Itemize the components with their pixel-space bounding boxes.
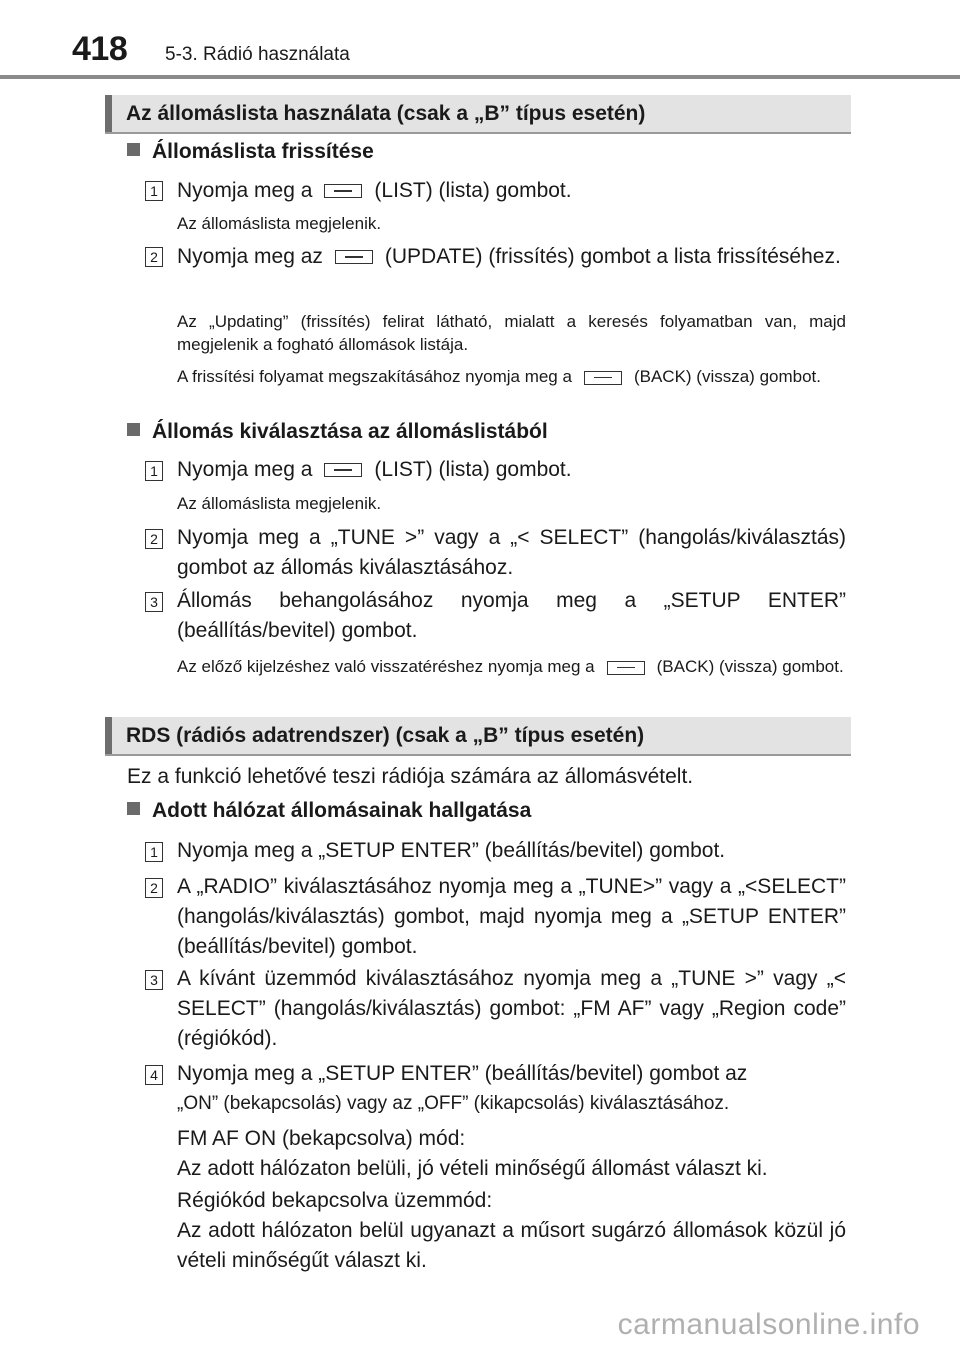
step-text: Nyomja meg a (LIST) (lista) gombot. xyxy=(177,179,572,202)
subheading-network-stations: Adott hálózat állomásainak hallgatása xyxy=(127,799,531,823)
page-header xyxy=(0,0,960,78)
watermark: carmanualsonline.info xyxy=(617,1308,920,1341)
section-intro: Ez a funkció lehetővé teszi rádiója számára az állomásvételt. xyxy=(127,765,694,788)
step-text: Nyomja meg a (LIST) (lista) gombot. xyxy=(177,458,572,481)
list-button-icon xyxy=(324,463,362,477)
step-number: 1 xyxy=(145,181,163,201)
step-text: A kívánt üzemmód kiválasztásához nyomja meg a „TUNE >” vagy „< SELECT” (hangolás/kiválasztás) gombot: „FM AF” vagy „Region code” (régiókód). xyxy=(177,967,846,1050)
step-text: Állomás behangolásához nyomja meg a „SETUP ENTER” (beállítás/bevitel) gombot. xyxy=(177,589,846,642)
step-text: Nyomja meg a „SETUP ENTER” (beállítás/bevitel) gombot az xyxy=(177,1062,748,1085)
step-text: „ON” (bekapcsolás) vagy az „OFF” (kikapcsolás) kiválasztásához. xyxy=(177,1093,730,1114)
step-number: 2 xyxy=(145,878,163,898)
mode-label: Régiókód bekapcsolva üzemmód: xyxy=(177,1189,493,1212)
back-button-icon xyxy=(584,371,622,385)
step-text: A „RADIO” kiválasztásához nyomja meg a „TUNE>” vagy a „<SELECT” (hangolás/kiválasztás) gombot, majd nyomja meg a „SETUP ENTER” (beállítás/bevitel) gombot. xyxy=(177,875,846,958)
back-button-icon xyxy=(607,661,645,675)
step-note: Az „Updating” (frissítés) felirat látható, mialatt a keresés folyamatban van, majd megjelenik a fogható állomások listája. xyxy=(177,312,846,354)
step-note: Az állomáslista megjelenik. xyxy=(177,214,382,233)
header-rule xyxy=(0,75,960,79)
step-text: Nyomja meg a „SETUP ENTER” (beállítás/bevitel) gombot. xyxy=(177,839,726,862)
bullet-square-icon xyxy=(127,423,140,436)
step-text: Nyomja meg az (UPDATE) (frissítés) gombot a lista frissítéséhez. xyxy=(177,245,841,268)
mode-description: Az adott hálózaton belüli, jó vételi minőségű állomást választ ki. xyxy=(177,1157,768,1180)
step-note: A frissítési folyamat megszakításához nyomja meg a (BACK) (vissza) gombot. xyxy=(177,367,821,386)
bullet-square-icon xyxy=(127,143,140,156)
step-note: Az előző kijelzéshez való visszatéréshez nyomja meg a (BACK) (vissza) gombot. xyxy=(177,657,844,676)
step-text: Nyomja meg a „TUNE >” vagy a „< SELECT” (hangolás/kiválasztás) gombot az állomás kiválasztásához. xyxy=(177,526,846,579)
step-number: 3 xyxy=(145,592,163,612)
chapter-title: 5-3. Rádió használata xyxy=(165,44,350,65)
subheading-list-update: Állomáslista frissítése xyxy=(127,140,374,164)
list-button-icon xyxy=(324,184,362,198)
step-number: 2 xyxy=(145,529,163,549)
section-title: RDS (rádiós adatrendszer) (csak a „B” típus esetén) xyxy=(126,724,645,747)
mode-label: FM AF ON (bekapcsolva) mód: xyxy=(177,1127,466,1150)
subheading-station-select: Állomás kiválasztása az állomáslistából xyxy=(127,420,548,444)
update-button-icon xyxy=(335,250,373,264)
section-title: Az állomáslista használata (csak a „B” típus esetén) xyxy=(126,102,646,125)
step-number: 1 xyxy=(145,842,163,862)
step-note: Az állomáslista megjelenik. xyxy=(177,494,382,513)
mode-description: Az adott hálózaton belül ugyanazt a műsort sugárzó állomások közül jó vételi minőségűt választ ki. xyxy=(177,1219,846,1272)
step-number: 1 xyxy=(145,461,163,481)
section-heading-station-list xyxy=(105,95,851,134)
page-number: 418 xyxy=(72,30,128,68)
section-heading-rds xyxy=(105,717,851,756)
step-number: 4 xyxy=(145,1065,163,1085)
step-number: 2 xyxy=(145,247,163,267)
bullet-square-icon xyxy=(127,802,140,815)
step-number: 3 xyxy=(145,970,163,990)
